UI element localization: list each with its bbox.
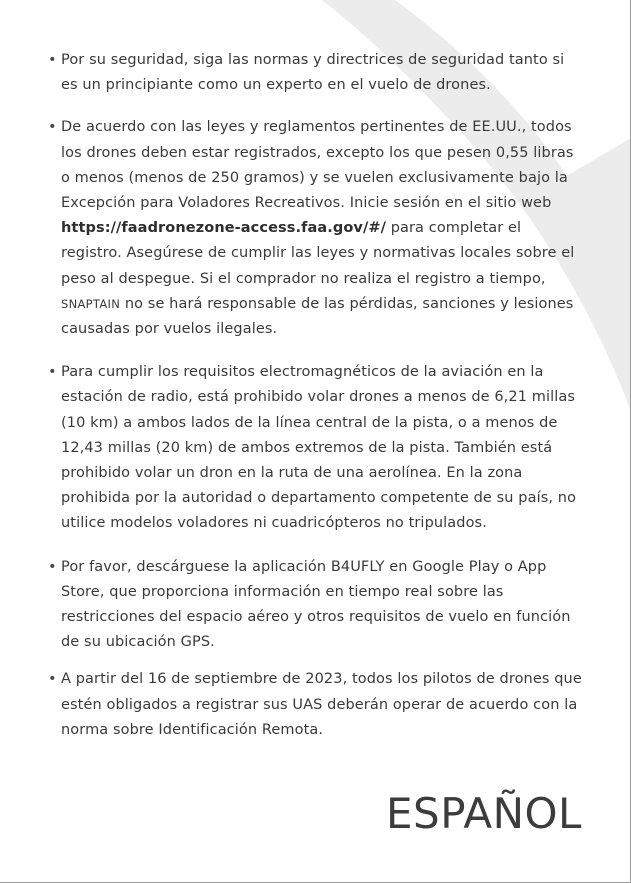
brand-name: SNAPTAIN [61, 296, 121, 311]
bullet-remote-id [48, 667, 584, 743]
bullet-text: Para cumplir los requisitos electromagnéticos de la aviación en la estación de radio, está prohibido volar drones a menos de 6,21 millas (10 km) a ambos lados de la línea central de la pista, o a menos de 12,43 millas (20 km) de ambos extremos de la pista. También está prohibido volar un dron en la ruta de una aerolínea. En la zona prohibida por la autoridad o departamento competente de su país, no utilice modelos voladores ni cuadricópteros no tripulados. [61, 364, 577, 532]
language-label: ESPAÑOL [386, 789, 582, 838]
safety-notes [48, 48, 584, 743]
bullet-text: De acuerdo con las leyes y reglamentos pertinentes de EE.UU., todos los drones deben estar registrados, excepto los que pesen 0,55 libras o menos (menos de 250 gramos) y se vuelen exclusivamente bajo la Excepción para Voladores Recreativos. Inicie sesión en el sitio web [61, 119, 574, 212]
bullet-list [48, 48, 584, 743]
bullet-airport-restrictions [48, 360, 584, 536]
bullet-text: Por favor, descárguese la aplicación B4UFLY en Google Play o App Store, que proporciona información en tiempo real sobre las restricciones del espacio aéreo y otros requisitos de vuelo en función de su ubicación GPS. [61, 558, 571, 651]
registration-url: https://faadronezone-access.faa.gov/#/ [61, 220, 386, 237]
bullet-b4ufly-app [48, 555, 584, 656]
bullet-safety-guidelines [48, 48, 584, 98]
bullet-text: para completar el registro. Asegúrese de cumplir las leyes y normativas locales sobre el peso al despegue. Si el comprador no realiza el registro a tiempo, [61, 220, 575, 287]
bullet-registration [48, 115, 584, 342]
bullet-text: no se hará responsable de las pérdidas, sanciones y lesiones causadas por vuelos ilegales. [61, 295, 574, 338]
bullet-text: A partir del 16 de septiembre de 2023, todos los pilotos de drones que estén obligados a registrar sus UAS deberán operar de acuerdo con la norma sobre Identificación Remota. [61, 671, 582, 738]
bullet-text: Por su seguridad, siga las normas y directrices de seguridad tanto si es un principiante como un experto en el vuelo de drones. [61, 52, 565, 94]
